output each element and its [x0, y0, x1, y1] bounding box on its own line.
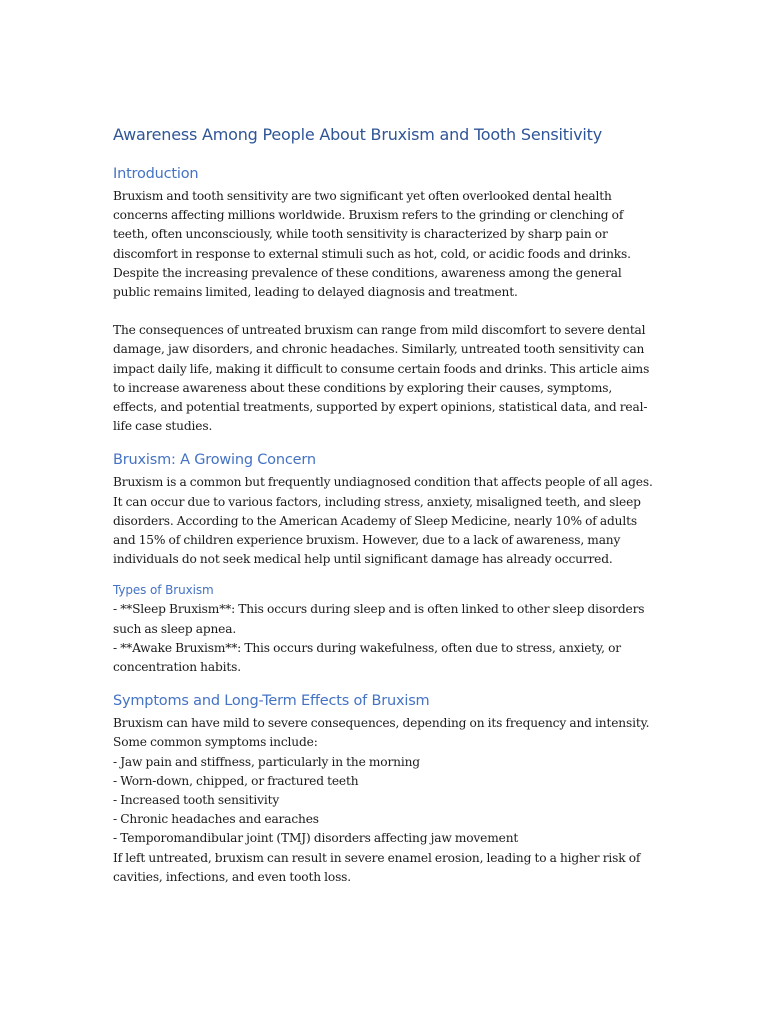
- symptom-list-item: - Temporomandibular joint (TMJ) disorders affecting jaw movement: [113, 831, 519, 846]
- symptom-list-item: - Jaw pain and stiffness, particularly in the morning: [113, 754, 420, 769]
- symptoms-outro: If left untreated, bruxism can result in severe enamel erosion, leading to a higher risk of cavities, infections, and even tooth loss.: [113, 850, 641, 884]
- subsection-heading-types: Types of Bruxism: [113, 583, 214, 598]
- types-list-item: - **Sleep Bruxism**: This occurs during sleep and is often linked to other sleep disorders such as sleep apnea.: [113, 602, 645, 636]
- section-heading-introduction: Introduction: [113, 166, 199, 182]
- section-heading-growing-concern: Bruxism: A Growing Concern: [113, 452, 316, 469]
- section-heading-symptoms: Symptoms and Long-Term Effects of Bruxism: [113, 693, 430, 710]
- symptom-list-item: - Increased tooth sensitivity: [113, 793, 280, 808]
- symptoms-intro: Bruxism can have mild to severe consequences, depending on its frequency and intensity. Some common symptoms include:: [113, 716, 650, 750]
- symptom-list-item: - Worn-down, chipped, or fractured teeth: [113, 773, 359, 788]
- concern-paragraph: Bruxism is a common but frequently undiagnosed condition that affects people of all ages. It can occur due to various factors, including stress, anxiety, misaligned teeth, and sleep disorders. According to the American Academy of Sleep Medicine, nearly 10% of adults and 15% of children experience bruxism. However, due to a lack of awareness, many individuals do not seek medical help until significant damage has already occurred.: [113, 475, 653, 567]
- document-title: Awareness Among People About Bruxism and Tooth Sensitivity: [113, 125, 602, 144]
- types-list-item: - **Awake Bruxism**: This occurs during wakefulness, often due to stress, anxiety, or concentration habits.: [113, 640, 621, 675]
- paragraph-gap: [113, 302, 658, 321]
- intro-paragraph-1: Bruxism and tooth sensitivity are two significant yet often overlooked dental health concerns affecting millions worldwide. Bruxism refers to the grinding or clenching of teeth, often unconsciously, while tooth sensitivity is characterized by sharp pain or discomfort in response to external stimuli such as hot, cold, or acidic foods and drinks. Despite the increasing prevalence of these conditions, awareness among the general public remains limited, leading to delayed diagnosis and treatment.: [113, 189, 631, 300]
- intro-paragraph-2: The consequences of untreated bruxism can range from mild discomfort to severe dental damage, jaw disorders, and chronic headaches. Similarly, untreated tooth sensitivity can impact daily life, making it difficult to consume certain foods and drinks. This article aims to increase awareness about these conditions by exploring their causes, symptoms, effects, and potential treatments, supported by expert opinions, statistical data, and real-life case studies.: [113, 323, 650, 434]
- document-page: [113, 124, 658, 887]
- symptom-list-item: - Chronic headaches and earaches: [113, 812, 319, 827]
